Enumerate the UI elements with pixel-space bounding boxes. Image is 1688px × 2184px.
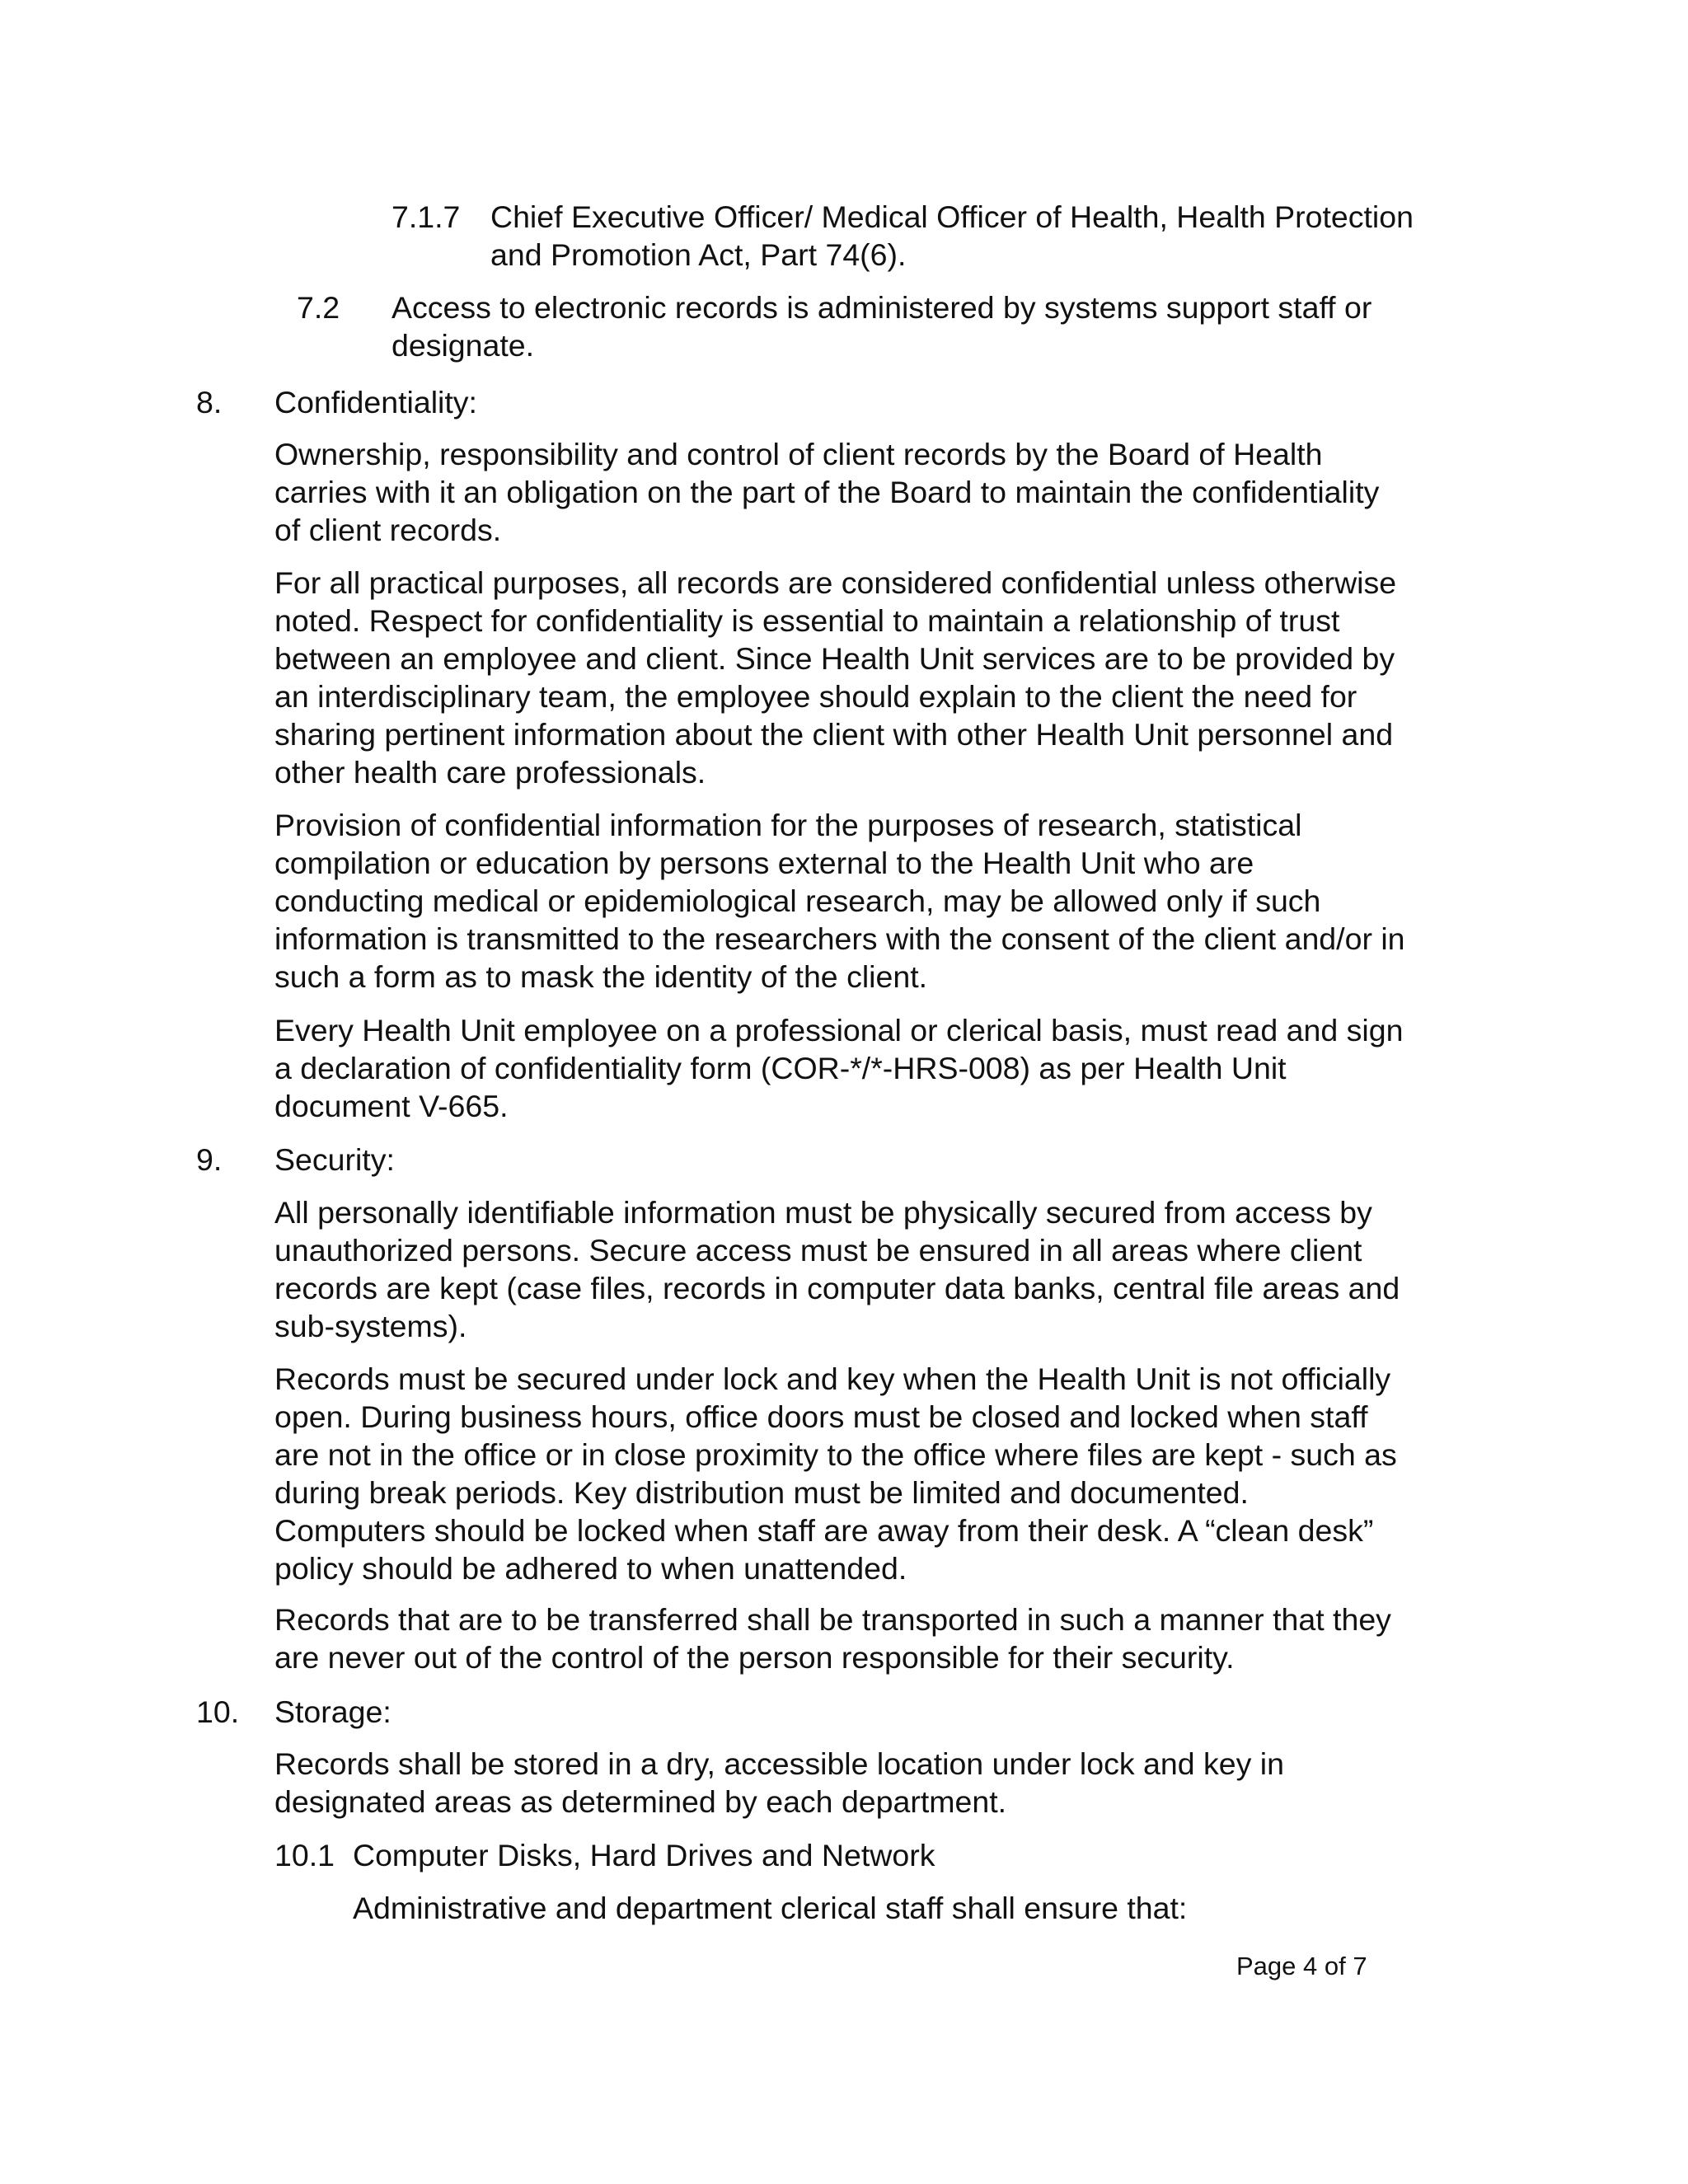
text-line: records are kept (case files, records in computer data banks, central file areas and — [274, 1271, 1400, 1305]
subsection-heading-computer-disks: Computer Disks, Hard Drives and Network — [353, 1838, 935, 1872]
section-heading-security: Security: — [274, 1142, 395, 1177]
text-line: such a form as to mask the identity of the client. — [274, 959, 928, 994]
text-line: Records that are to be transferred shall be transported in such a manner that they — [274, 1602, 1391, 1637]
text-line: All personally identifiable information must be physically secured from access by — [274, 1195, 1372, 1230]
section-heading-confidentiality: Confidentiality: — [274, 385, 477, 419]
text-line: during break periods. Key distribution must be limited and documented. — [274, 1475, 1249, 1510]
security-paragraph-3 — [274, 1601, 1391, 1676]
security-paragraph-2 — [274, 1360, 1397, 1587]
item-number-7-1-7: 7.1.7 — [392, 199, 461, 234]
text-line: Ownership, responsibility and control of client records by the Board of Health — [274, 437, 1323, 471]
text-line: open. During business hours, office doors must be closed and locked when staff — [274, 1399, 1368, 1434]
section-number-10: 10. — [196, 1694, 240, 1729]
text-line: are never out of the control of the person responsible for their security. — [274, 1640, 1235, 1675]
confidentiality-paragraph-2 — [274, 564, 1396, 791]
text-line: Every Health Unit employee on a professional or clerical basis, must read and sign — [274, 1013, 1404, 1047]
text-line: Records must be secured under lock and key when the Health Unit is not officially — [274, 1361, 1391, 1396]
text-line: an interdisciplinary team, the employee should explain to the client the need for — [274, 679, 1357, 714]
text-line: information is transmitted to the researchers with the consent of the client and/or in — [274, 921, 1405, 956]
security-paragraph-1 — [274, 1193, 1400, 1345]
text-line: Provision of confidential information for the purposes of research, statistical — [274, 808, 1302, 842]
page-number: Page 4 of 7 — [1236, 1952, 1367, 1980]
item-7-2-text — [392, 288, 1372, 364]
text-line: compilation or education by persons external to the Health Unit who are — [274, 846, 1254, 880]
subsection-number-10-1: 10.1 — [274, 1838, 335, 1872]
text-line: sharing pertinent information about the client with other Health Unit personnel and — [274, 717, 1394, 752]
subsection-text: Administrative and department clerical staff shall ensure that: — [353, 1891, 1188, 1925]
section-number-9: 9. — [196, 1142, 223, 1177]
text-line: and Promotion Act, Part 74(6). — [490, 237, 907, 272]
text-line: Records shall be stored in a dry, accessible location under lock and key in — [274, 1746, 1284, 1781]
text-line: policy should be adhered to when unattended. — [274, 1551, 907, 1586]
text-line: other health care professionals. — [274, 755, 706, 790]
text-line: sub-systems). — [274, 1309, 467, 1343]
text-line: between an employee and client. Since Health Unit services are to be provided by — [274, 641, 1395, 676]
text-line: are not in the office or in close proximity to the office where files are kept - such as — [274, 1437, 1397, 1472]
text-line: carries with it an obligation on the part of the Board to maintain the confidentiality — [274, 475, 1380, 509]
text-line: noted. Respect for confidentiality is essential to maintain a relationship of trust — [274, 603, 1340, 638]
text-line: conducting medical or epidemiological research, may be allowed only if such — [274, 883, 1321, 918]
confidentiality-paragraph-1 — [274, 435, 1379, 549]
text-line: For all practical purposes, all records are considered confidential unless otherwise — [274, 565, 1397, 600]
section-heading-storage: Storage: — [274, 1694, 392, 1729]
text-line: designated areas as determined by each department. — [274, 1784, 1007, 1819]
storage-paragraph — [274, 1745, 1284, 1821]
section-number-8: 8. — [196, 385, 223, 419]
text-line: designate. — [392, 328, 535, 363]
text-line: Chief Executive Officer/ Medical Officer of Health, Health Protection — [490, 199, 1414, 234]
item-number-7-2: 7.2 — [297, 290, 340, 325]
item-7-1-7-text — [490, 198, 1414, 274]
confidentiality-paragraph-4 — [274, 1011, 1403, 1125]
confidentiality-paragraph-3 — [274, 806, 1405, 996]
text-line: unauthorized persons. Secure access must be ensured in all areas where client — [274, 1233, 1362, 1268]
text-line: Access to electronic records is administered by systems support staff or — [392, 290, 1372, 325]
text-line: Computers should be locked when staff are away from their desk. A “clean desk” — [274, 1513, 1374, 1548]
text-line: of client records. — [274, 513, 502, 547]
text-line: document V-665. — [274, 1089, 509, 1123]
text-line: a declaration of confidentiality form (COR-*/*-HRS-008) as per Health Unit — [274, 1051, 1287, 1085]
